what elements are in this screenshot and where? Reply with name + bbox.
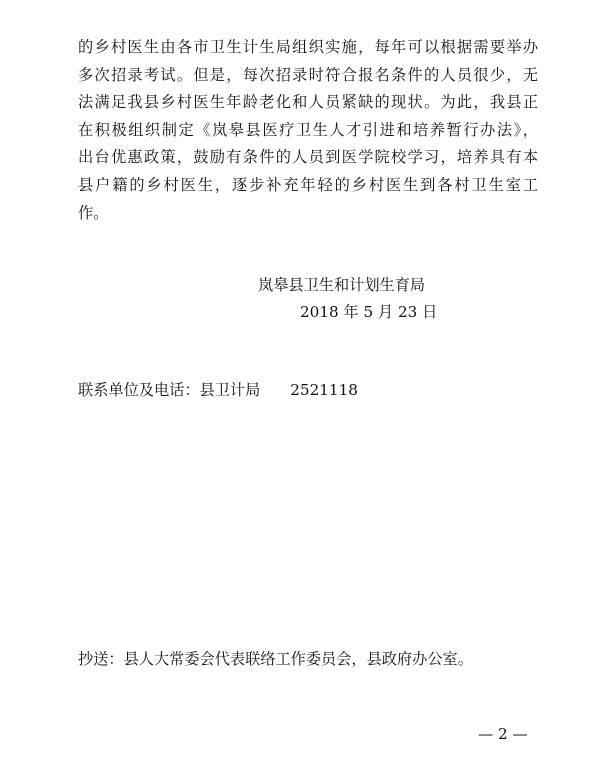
signature-organization: 岚皋县卫生和计划生育局 <box>258 276 426 294</box>
page-number: — 2 — <box>478 725 528 743</box>
cc-line: 抄送：县人大常委会代表联络工作委员会，县政府办公室。 <box>78 650 473 668</box>
body-line: 出台优惠政策，鼓励有条件的人员到医学院校学习，培养具有本 <box>78 148 538 167</box>
contact-line <box>78 378 358 402</box>
body-line: 法满足我县乡村医生年龄老化和人员紧缺的现状。为此，我县正 <box>78 93 538 112</box>
body-line: 县户籍的乡村医生，逐步补充年轻的乡村医生到各村卫生室工 <box>78 175 538 194</box>
body-line: 在积极组织制定《岚皋县医疗卫生人才引进和培养暂行办法》， <box>78 120 538 139</box>
body-line: 作。 <box>78 203 109 222</box>
body-line: 多次招录考试。但是，每次招录时符合报名条件的人员很少，无 <box>78 65 538 84</box>
body-line: 的乡村医生由各市卫生计生局组织实施，每年可以根据需要举办 <box>78 38 538 56</box>
contact-phone: 2521118 <box>290 381 358 399</box>
contact-label: 联系单位及电话：县卫计局 <box>78 381 261 399</box>
body-paragraph <box>78 34 538 227</box>
signature-date: 2018 年 5 月 23 日 <box>300 303 438 321</box>
